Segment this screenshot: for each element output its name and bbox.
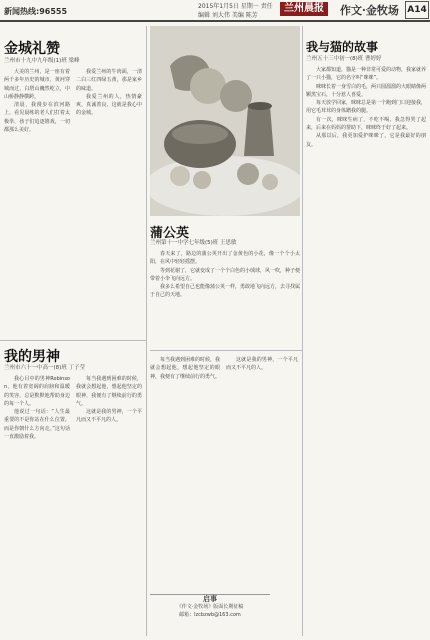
dateline: 2015年1月5日 星期一 责任编辑 刘大伟 美编 陈芳 xyxy=(198,3,273,19)
paragraph: 咪咪长着一身雪白的毛，两只圆溜溜的大眼睛像两颗黑宝石，十分惹人喜爱。 xyxy=(306,83,426,98)
column-divider xyxy=(146,26,147,636)
paragraph: 从那以后，我更加爱护咪咪了，它是我最好的朋友。 xyxy=(306,133,426,148)
still-life-photo xyxy=(150,26,300,216)
paragraph: 清晨，我漫步在滨河路上，看见晨练的老人们打着太极拳，孩子们追逐嬉戏，一切都那么美好。 xyxy=(4,102,70,134)
article-byline: 兰州市六十一中高一(8)班 丁子莹 xyxy=(4,365,86,371)
paragraph: 大家都知道，猫是一种非常可爱的动物，我家就养了一只小猫，它的名字叫“咪咪”。 xyxy=(306,67,426,82)
article-body xyxy=(150,250,300,346)
page-number: A14 xyxy=(405,1,429,19)
notice-line: 《作文·金牧场》版面长期征稿 xyxy=(176,604,244,610)
notice-title: 启事 xyxy=(203,595,217,603)
news-hotline: 新闻热线:96555 xyxy=(4,7,68,16)
article-byline: 兰州五十三中初一(8)班 曹婷婷 xyxy=(306,56,382,62)
paragraph: 我心目中的男神Robinson，他有着宽阔的肩膀和温暖的笑容，总是默默地帮助身边的每一个人。 xyxy=(4,376,70,407)
column-divider xyxy=(302,26,303,636)
footer-notice xyxy=(150,594,270,633)
article-byline: 兰州第十一中学七年级(5)班 王思敏 xyxy=(150,240,237,246)
paragraph: 大美的兰州，是一座有着两千多年历史的城市，黄河穿城而过，白塔山巍然屹立，中山桥静静横跨。 xyxy=(4,69,70,100)
paragraph: 每天放学回家，咪咪总是第一个跑到门口迎接我，用它毛茸茸的身体蹭我的腿。 xyxy=(306,100,426,115)
section-divider xyxy=(150,350,302,351)
paragraph: 等到花谢了，它就变成了一个个白色的小绒球，风一吹，种子便带着小伞飞向远方。 xyxy=(150,267,300,282)
paragraph: 这就是我的男神，一个平凡而又不平凡的人。 xyxy=(226,357,298,372)
article-title: 我与猫的故事 xyxy=(306,40,379,54)
article-body xyxy=(150,356,220,588)
newspaper-masthead: 兰州晨报 xyxy=(280,2,328,16)
article-title: 蒲公英 xyxy=(150,226,190,241)
article-body xyxy=(226,356,298,588)
paragraph: 每当我遇到困难的时候，我就会想起他，想起他坚定的眼神，我便有了继续前行的勇气。 xyxy=(76,376,142,407)
article-title: 金城礼赞 xyxy=(4,41,60,57)
paragraph: 他说过一句话：“人生最重要的不是你站在什么位置，而是你朝什么方向走。”这句话一直激励着我。 xyxy=(4,409,70,441)
notice-line: 邮箱：lzcbzwb@163.com xyxy=(179,612,241,618)
article-body xyxy=(76,68,142,336)
still-life-illustration xyxy=(150,26,300,216)
paragraph: 春天来了，路边的蒲公英开出了金黄色的小花，像一个个小太阳，在风中轻轻摇摆。 xyxy=(150,251,300,266)
paragraph: 我多么希望自己也能像蒲公英一样，勇敢地飞向远方，去寻找属于自己的天地。 xyxy=(150,284,300,299)
article-body xyxy=(4,375,70,633)
section-divider xyxy=(0,340,146,341)
article-title: 我的男神 xyxy=(4,349,60,365)
paragraph: 每当我遇到困难的时候，我就会想起他，想起他坚定的眼神，我便有了继续前行的勇气。 xyxy=(150,357,220,380)
section-title: 作文·金牧场 xyxy=(340,4,399,17)
paragraph: 这就是我的男神，一个平凡而又不平凡的人。 xyxy=(76,409,142,424)
paragraph: 我爱兰州的人，热情豪爽，真诚善良，这就是我心中的金城。 xyxy=(76,93,142,117)
article-body xyxy=(4,68,70,336)
article-byline: 兰州市十九中九年级(1)班 梁峰 xyxy=(4,58,80,64)
article-body xyxy=(76,375,142,633)
paragraph: 我爱兰州的牛肉面，一清二白三红四绿五黄，那是家乡的味道。 xyxy=(76,69,142,92)
article-body xyxy=(306,66,426,632)
header-rule xyxy=(0,20,430,22)
paragraph: 有一次，咪咪生病了，不吃不喝，我急得哭了起来，后来在妈妈的帮助下，咪咪终于好了起来。 xyxy=(306,116,426,132)
